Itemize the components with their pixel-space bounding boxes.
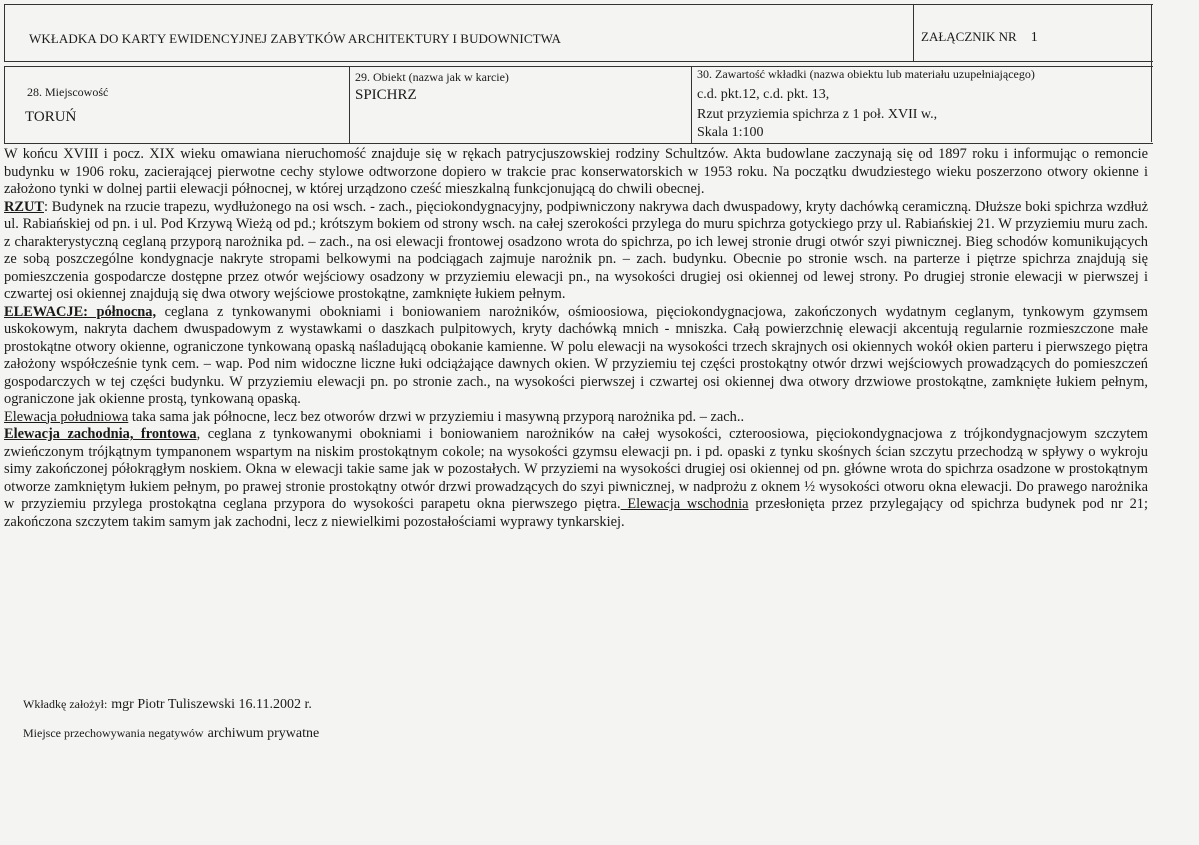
- author-line: [23, 697, 312, 713]
- storage-label: Miejsce przechowywania negatywów: [23, 726, 204, 740]
- south-elevation-paragraph: [4, 409, 1148, 427]
- field-30-value-line2: Rzut przyziemia spichrza z 1 poł. XVII w.,: [697, 107, 938, 122]
- south-elevation-text: taka sama jak północne, lecz bez otworów drzwi w przyziemiu i masywną przyporą narożnika pd. – zach..: [128, 408, 745, 425]
- header-box: [4, 4, 1153, 62]
- storage-line: [23, 726, 319, 742]
- rzut-heading: RZUT: [4, 198, 44, 215]
- west-elevation-paragraph: [4, 426, 1148, 531]
- field-28-value: TORUŃ: [25, 109, 77, 125]
- field-29-label: 29. Obiekt (nazwa jak w karcie): [355, 70, 509, 84]
- storage-value: archiwum prywatne: [207, 726, 320, 741]
- elewacje-paragraph: [4, 304, 1148, 409]
- header-divider: [913, 5, 914, 61]
- elewacje-heading: ELEWACJE: północna,: [4, 303, 157, 320]
- west-elevation-heading: Elewacja zachodnia, frontowa: [4, 426, 197, 442]
- south-elevation-heading: Elewacja południowa: [4, 408, 129, 425]
- field-30-value-line1: c.d. pkt.12, c.d. pkt. 13,: [697, 87, 830, 102]
- field-divider-2: [691, 67, 692, 143]
- fields-box: [4, 66, 1153, 144]
- attachment-number: 1: [1030, 30, 1038, 45]
- rzut-text: : Budynek na rzucie trapezu, wydłużonego na osi wsch. - zach., pięciokondygnacyjny, podpiwniczony nakrywa dach dwuspadowy, kryty dachówką ceramiczną. Dłuższe boki spichrza wzdłuż ul. Rabiańskiej od pn. i ul. Pod Krzywą Wieżą od pd.; krótszym bokiem od strony wsch. na całej szerokości przylega do muru spichrza gotyckiego przy ul. Rabiańskiej 21. W przyziemiu muru zach. z charakterystyczną ceglaną przyporą narożnika pd. – zach., na osi elewacji frontowej osadzono wrota do spichrza, po ich lewej stronie drugi otwór szyi piwnicznej. Bieg schodów komunikujących ze sobą poszczególne kondygnacje nakryte stropami belkowymi na podciągach zajmuje narożnik pn. – zach. budynku. Obecnie po stronie wsch. na parterze i piętrze spichrza znajdują się pomieszczenia gospodarcze dostępne przez otwór wejściowy osadzony w przyziemiu elewacji pn., na wysokości drugiej osi okiennej od lewej strony. Po drugiej stronie elewacji w pierwszej i czwartej osi okiennej znajdują się dwa otwory wejściowe prostokątne, zamknięte łukiem pełnym.: [4, 198, 1148, 302]
- west-elevation-text: , ceglana z tynkowanymi obokniami i boniowaniem narożników na całej wysokości, czteroosiowa, pięciokondygnacjowa z trójkondygnacjowym szczytem zwieńczonym trójkątnym tympanonem wspartym na niskim prostokątnym cokole; na wysokości gzymsu elewacji pn. i pd. opaski z tynku skośnych ścian szczytu przechodzą w spływy o wykroju simy zakończonej półokrągłym noskiem. Okna w elewacji takie same jak w pozostałych. W przyziemi na wysokości drugiej osi okiennej od pn. główne wrota do spichrza osadzone w prostokątnym otworze zamkniętym łukiem pełnym, po prawej stronie prostokątny otwór drzwi prowadzących do szyi piwnicznej, w nadprożu z oknem ½ wysokości otworu okna elewacji. Do prawego narożnika w przyziemiu przylega prostokątna ceglana przypora do wysokości parapetu okna pierwszego piętra.: [4, 426, 1148, 512]
- history-paragraph: W końcu XVIII i pocz. XIX wieku omawiana nieruchomość znajduje się w rękach patrycjuszowskiej rodziny Schultzów. Akta budowlane zaczynają się od 1897 roku i informując o remoncie budynku w 1906 roku, zacierającej pierwotne cechy stylowe odtworzone dopiero w trakcie prac konserwatorskich w 1953 roku. Na początku dwudziestego wieku poszerzono otwory okienne i założono tynki w dolnej partii elewacji północnej, w której urządzono cześć mieszkalną funkcjonującą do chwili obecnej.: [4, 146, 1148, 197]
- elewacje-text: ceglana z tynkowanymi obokniami i boniowaniem narożników, ośmioosiowa, pięciokondygnacjowa, zakończonych wydatnym ceglanym, tynkowym gzymsem uskokowym, nakryta dachem dwuspadowym z wystawkami o daszkach pulpitowych, kryty dachówką mnich - mniszka. Całą powierzchnię elewacji akcentują regularnie rozmieszczone małe prostokątne otwory okienne, ograniczone tynkowaną opaską naśladującą obokanie kamienne. W polu elewacji na wysokości trzech skrajnych osi okiennych wokół okien parteru i pierwszego piętra założony współcześnie tynk cem. – wap. Pod nim widoczne liczne łuki odciążające dawnych okien. W przyziemiu tej części prostokątny otwór drzwi wejściowych prowadzących do pomieszczeń gospodarczych w tej części budynku. W przyziemiu elewacji pn. po stronie zach., na wysokości pierwszej i czwartej osi okiennej dwa otwory drzwiowe prostokątne, zamknięte łukiem pełnym, ograniczone jak okienne prostą, tynkowaną opaską.: [4, 303, 1148, 407]
- attachment-label-wrap: [921, 29, 1038, 46]
- author-value: mgr Piotr Tuliszewski 16.11.2002 r.: [111, 697, 312, 712]
- field-29-value: SPICHRZ: [355, 87, 417, 103]
- author-label: Wkładkę założył:: [23, 697, 108, 711]
- east-elevation-text: przesłonięta przez przylegający od spichrza budynek pod nr 21; zakończona szczytem takim samym jak zachodni, lecz z niewielkimi pozostałościami wyprawy tynkarskiej.: [4, 496, 1148, 530]
- field-divider-1: [349, 67, 350, 143]
- attachment-label: ZAŁĄCZNIK NR: [921, 29, 1017, 44]
- field-28-label: 28. Miejscowość: [27, 85, 109, 99]
- field-30-value-line3: Skala 1:100: [697, 125, 764, 140]
- document-title: WKŁADKA DO KARTY EWIDENCYJNEJ ZABYTKÓW ARCHITEKTURY I BUDOWNICTWA: [29, 31, 562, 46]
- field-30-label: 30. Zawartość wkładki (nazwa obiektu lub materiału uzupełniającego): [697, 67, 1035, 81]
- description-body: [4, 146, 1148, 531]
- east-elevation-heading: Elewacja wschodnia: [620, 496, 749, 512]
- rzut-paragraph: [4, 199, 1148, 304]
